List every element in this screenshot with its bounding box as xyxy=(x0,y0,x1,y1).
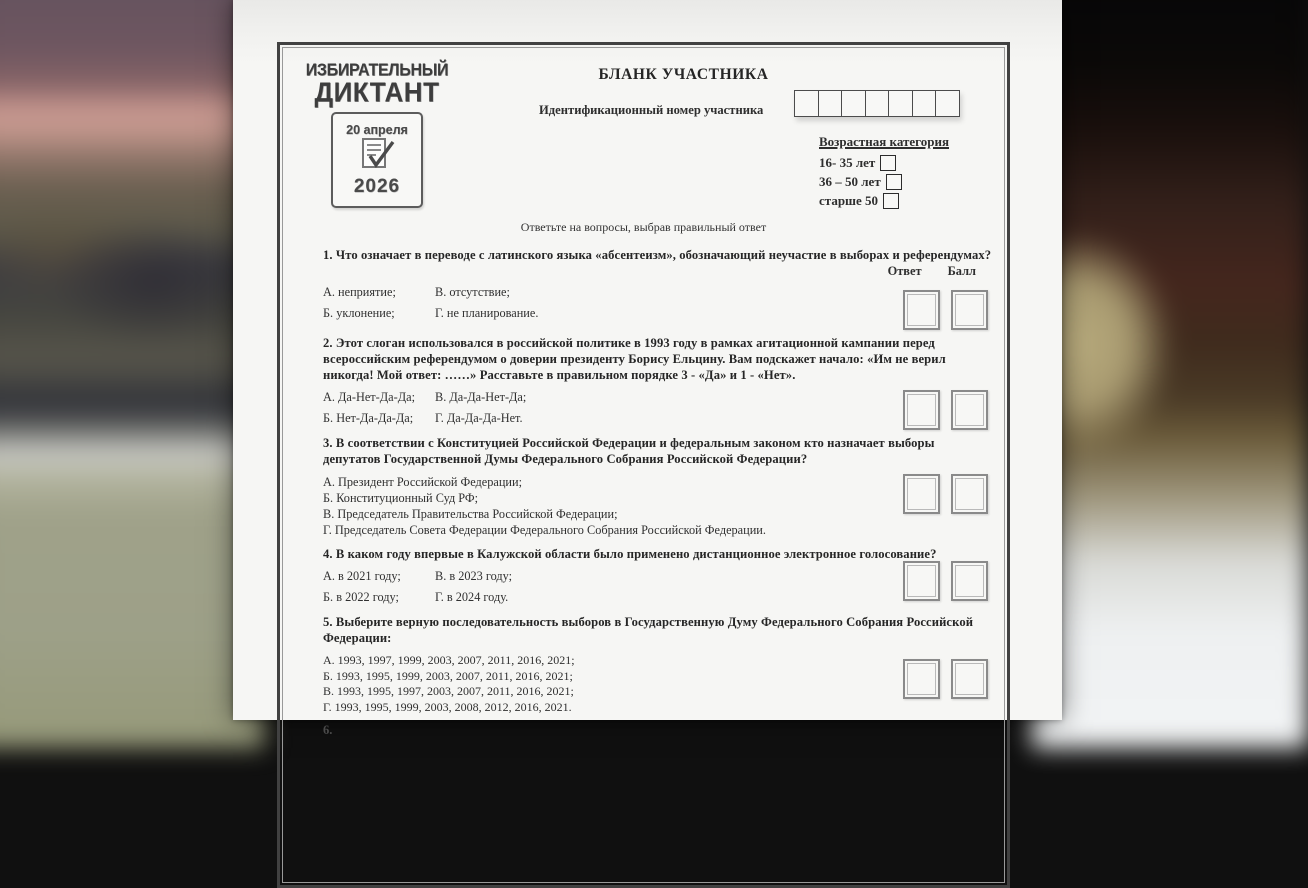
id-cell xyxy=(912,90,937,117)
age-row xyxy=(819,172,949,191)
id-cell xyxy=(888,90,913,117)
question-body xyxy=(323,283,994,322)
answer-box xyxy=(903,290,940,330)
question-2 xyxy=(323,335,994,427)
option: Б. Конституционный Суд РФ; xyxy=(323,491,479,505)
options xyxy=(323,474,994,538)
id-cell xyxy=(841,90,866,117)
form-title: БЛАНК УЧАСТНИКА xyxy=(598,66,769,83)
form-frame xyxy=(277,42,1010,888)
id-cell xyxy=(818,90,843,117)
age-checkbox xyxy=(883,193,899,209)
instruction-text: Ответьте на вопросы, выбрав правильный ответ xyxy=(520,220,767,234)
option: Г. не планирование. xyxy=(435,306,539,320)
question-body xyxy=(323,474,994,538)
options xyxy=(323,388,653,427)
id-cell xyxy=(794,90,819,117)
options xyxy=(323,653,994,715)
option: Г. в 2024 году. xyxy=(435,590,509,604)
option: Б. Нет-Да-Да-Да; xyxy=(323,411,414,425)
form-header xyxy=(283,48,1004,218)
answer-box xyxy=(903,561,940,601)
option: Б. уклонение; xyxy=(323,306,395,320)
question-body xyxy=(323,653,994,715)
age-label: 36 – 50 лет xyxy=(819,173,881,189)
question-1 xyxy=(323,247,994,322)
age-checkbox xyxy=(886,174,902,190)
option: В. в 2023 году; xyxy=(435,569,513,583)
form-body xyxy=(323,220,994,738)
option: Г. 1993, 1995, 1999, 2003, 2008, 2012, 2016, 2021. xyxy=(323,699,572,714)
id-number-label: Идентификационный номер участника xyxy=(539,103,764,117)
options xyxy=(323,283,653,322)
answer-boxes xyxy=(903,390,988,430)
options xyxy=(323,567,653,606)
option: А. Да-Нет-Да-Да; xyxy=(323,390,415,404)
score-box xyxy=(951,290,988,330)
id-cell xyxy=(935,90,960,117)
option: Б. в 2022 году; xyxy=(323,590,399,604)
question-text: 3. В соответствии с Конституцией Российской Федерации и федеральным законом кто назначает выборы депутатов Государственной Думы Федерального Собрания Российской Федерации? xyxy=(323,436,935,466)
score-box xyxy=(951,474,988,514)
age-category xyxy=(819,134,949,210)
answer-boxes xyxy=(903,659,988,699)
age-label: 16- 35 лет xyxy=(819,154,876,170)
answer-box xyxy=(903,474,940,514)
option: А. 1993, 1997, 1999, 2003, 2007, 2011, 2016, 2021; xyxy=(323,653,575,667)
option: Г. Да-Да-Да-Нет. xyxy=(435,411,523,425)
question-body xyxy=(323,567,994,606)
option: А. неприятие; xyxy=(323,285,396,299)
question-5 xyxy=(323,614,994,715)
answer-boxes xyxy=(903,290,988,330)
age-category-rows xyxy=(819,153,949,210)
question-text: 4. В каком году впервые в Калужской области было применено дистанционное электронное голосование? xyxy=(323,547,937,561)
logo-title-line2: ДИКТАНТ xyxy=(314,76,440,108)
question-body xyxy=(323,388,994,427)
answer-col-labels xyxy=(323,264,994,278)
option: В. Председатель Правительства Российской Федерации; xyxy=(323,507,618,521)
logo-date-box xyxy=(331,112,423,208)
option: В. 1993, 1995, 1997, 2003, 2007, 2011, 2016, 2021; xyxy=(323,684,574,698)
question-text: 5. Выберите верную последовательность выборов в Государственную Думу Федерального Собрания Российской Федерации: xyxy=(323,615,974,645)
answer-boxes xyxy=(903,561,988,601)
answer-boxes xyxy=(903,474,988,514)
next-question-fragment: 6. xyxy=(323,723,333,737)
question-4 xyxy=(323,546,994,606)
score-box xyxy=(951,561,988,601)
option: Б. 1993, 1995, 1999, 2003, 2007, 2011, 2016, 2021; xyxy=(323,668,573,683)
score-box xyxy=(951,390,988,430)
answer-box xyxy=(903,390,940,430)
question-text: 2. Этот слоган использовался в российской политике в 1993 году в рамках агитационной кампании перед всероссийским референдумом о доверии президенту Борису Ельцину. Вам подскажет начало: «Им не верил никогда! Мой ответ: ……» Расставьте в правильном порядке 3 - «Да» и 1 - «Нет». xyxy=(323,336,946,382)
score-box xyxy=(951,659,988,699)
background-left-blur xyxy=(0,0,236,720)
ballot-check-icon xyxy=(359,137,395,176)
paper-sheet xyxy=(233,0,1062,737)
id-boxes xyxy=(794,90,960,117)
option: А. в 2021 году; xyxy=(323,569,401,583)
age-row xyxy=(819,153,949,172)
question-3 xyxy=(323,435,994,538)
background-right-blur xyxy=(1060,0,1280,720)
question-text: 1. Что означает в переводе с латинского языка «абсентеизм», обозначающий неучастие в выборах и референдумах? xyxy=(323,248,992,262)
questions xyxy=(323,247,994,715)
age-row xyxy=(819,191,949,210)
answer-col-score: Балл xyxy=(947,264,976,278)
id-cell xyxy=(865,90,890,117)
answer-box xyxy=(903,659,940,699)
logo-title-line1: ИЗБИРАТЕЛЬНЫЙ xyxy=(305,61,449,80)
electoral-dictation-logo xyxy=(303,62,451,208)
logo-year-label: 2026 xyxy=(353,175,401,197)
age-checkbox xyxy=(880,155,896,171)
option: А. Президент Российской Федерации; xyxy=(323,475,523,489)
age-label: старше 50 xyxy=(819,192,879,208)
age-category-title: Возрастная категория xyxy=(819,134,949,149)
option: В. Да-Да-Нет-Да; xyxy=(435,390,527,404)
option: В. отсутствие; xyxy=(435,285,510,299)
logo-date-label: 20 апреля xyxy=(346,122,408,137)
answer-col-answer: Ответ xyxy=(887,264,922,278)
option: Г. Председатель Совета Федерации Федерального Собрания Российской Федерации. xyxy=(323,523,766,537)
